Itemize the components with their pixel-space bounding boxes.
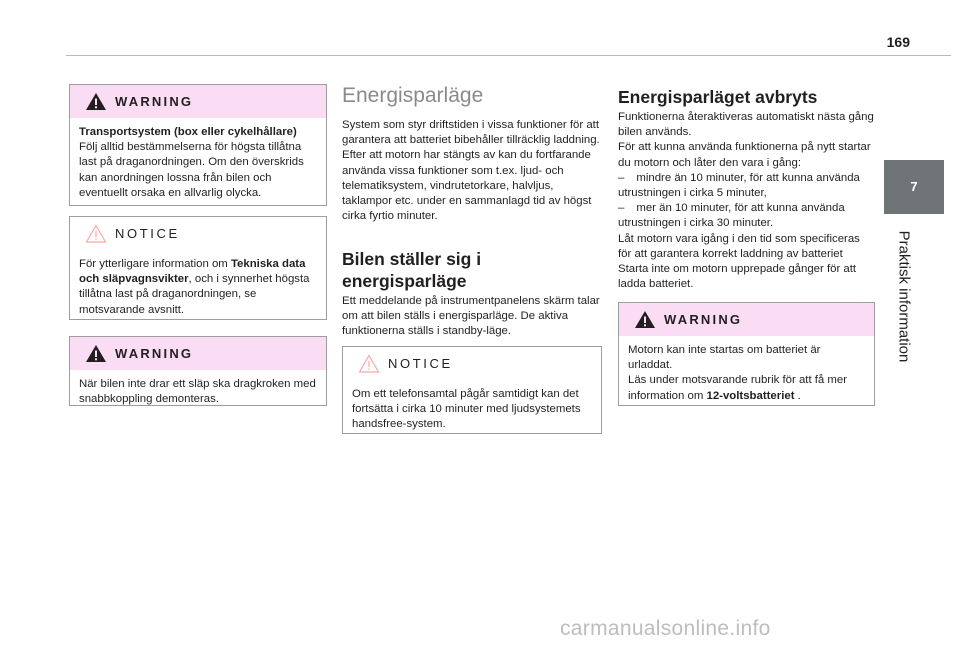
- page-number: 169: [886, 34, 910, 50]
- exit-p4: Starta inte om motorn upprepade gånger för att ladda batteriet.: [618, 263, 857, 291]
- chapter-title-text: Praktisk information: [895, 230, 913, 363]
- bullet-dash: –: [618, 171, 625, 184]
- warning-text: När bilen inte drar ett släp ska dragkroken med snabbkoppling demonteras.: [79, 378, 316, 406]
- warning-header: [70, 337, 326, 370]
- warning-text-after: .: [794, 389, 801, 402]
- exit-p3: Låt motorn vara igång i den tid som specificeras för att garantera korrekt laddning av batteriet: [618, 232, 860, 260]
- notice-body: Om ett telefonsamtal pågår samtidigt kan det fortsätta i cirka 10 minuter med ljudsystemets handsfree-system.: [352, 388, 581, 431]
- warning-box-towbar: [69, 336, 327, 406]
- exit-p1: Funktionerna återaktiveras automatiskt nästa gång bilen används.: [618, 111, 874, 139]
- warning-body: [619, 336, 874, 412]
- notice-text-after: , och i synnerhet högsta tillåtna last på draganordningen, se motsvarande avsnitt.: [79, 273, 310, 316]
- notice-box-phone-call: [342, 346, 602, 434]
- chapter-tab[interactable]: 7: [884, 160, 944, 214]
- exit-bullet-2: mer än 10 minuter, för att kunna använda utrustningen i cirka 30 minuter.: [618, 202, 845, 230]
- energy-saving-intro: [342, 118, 602, 224]
- warning-text-2: Läs under motsvarande rubrik för att få mer information om: [628, 374, 848, 402]
- notice-text-before: För ytterligare information om: [79, 258, 231, 270]
- warning-label: WARNING: [664, 312, 743, 327]
- warning-icon: [85, 92, 107, 111]
- warning-box-transport: [69, 84, 327, 206]
- intro-text: System som styr driftstiden i vissa funktioner för att garantera att batteriet bibehåller tillräcklig laddning.: [342, 119, 600, 147]
- notice-box-technical-data: [69, 216, 327, 320]
- notice-label: NOTICE: [115, 226, 180, 241]
- battery-link: 12-voltsbatteriet: [706, 389, 795, 402]
- notice-icon: [85, 224, 107, 243]
- warning-heading: Transportsystem (box eller cykelhållare): [79, 126, 297, 138]
- warning-body: [70, 118, 326, 209]
- intro-text-2: Efter att motorn har stängts av kan du fortfarande använda vissa funktioner som t.ex. ljud- och telematiksystem, vindrutetorkare, halvljus, taklampor etc. under en sammanlagd tid av högst cirka fyrtio minuter.: [342, 149, 592, 223]
- warning-header: [70, 85, 326, 118]
- warning-box-battery: [618, 302, 875, 406]
- warning-header: [619, 303, 874, 336]
- exit-bullet-1: mindre än 10 minuter, för att kunna använda utrustningen i cirka 5 minuter,: [618, 171, 860, 200]
- header-divider: [66, 55, 951, 56]
- mode-exit-text: [618, 110, 875, 292]
- subsection-title-enter-mode: Bilen ställer sig i energisparläge: [342, 249, 482, 291]
- notice-link-technical-data: Tekniska data och släpvagnsvikter: [79, 258, 306, 286]
- warning-icon: [85, 344, 107, 363]
- notice-body: [70, 250, 326, 326]
- notice-header: [343, 347, 601, 380]
- bullet-dash: –: [618, 202, 625, 215]
- enter-mode-text: Ett meddelande på instrumentpanelens skärm talar om att bilen ställs i energisparläge. De aktiva funktionerna ställs i standby-läge.: [342, 295, 600, 338]
- warning-text-1: Motorn kan inte startas om batteriet är urladdat.: [628, 344, 821, 372]
- warning-label: WARNING: [115, 94, 194, 109]
- warning-label: WARNING: [115, 346, 194, 361]
- notice-header: [70, 217, 326, 250]
- section-title-energy-saving: Energisparläge: [342, 84, 484, 107]
- warning-icon: [634, 310, 656, 329]
- exit-p2: För att kunna använda funktionerna på nytt startar du motorn och låter den vara i gång:: [618, 141, 871, 169]
- section-title-mode-exit: Energisparläget avbryts: [618, 87, 818, 107]
- warning-text: Följ alltid bestämmelserna för högsta tillåtna last på draganordningen. Om den överskrids kan anordningen lossna från bilen och eventuellt orsaka en allvarlig olycka.: [79, 141, 304, 199]
- watermark: carmanualsonline.info: [560, 617, 771, 640]
- warning-body: [70, 370, 326, 415]
- chapter-title: [884, 214, 924, 379]
- notice-label: NOTICE: [388, 356, 453, 371]
- notice-icon: [358, 354, 380, 373]
